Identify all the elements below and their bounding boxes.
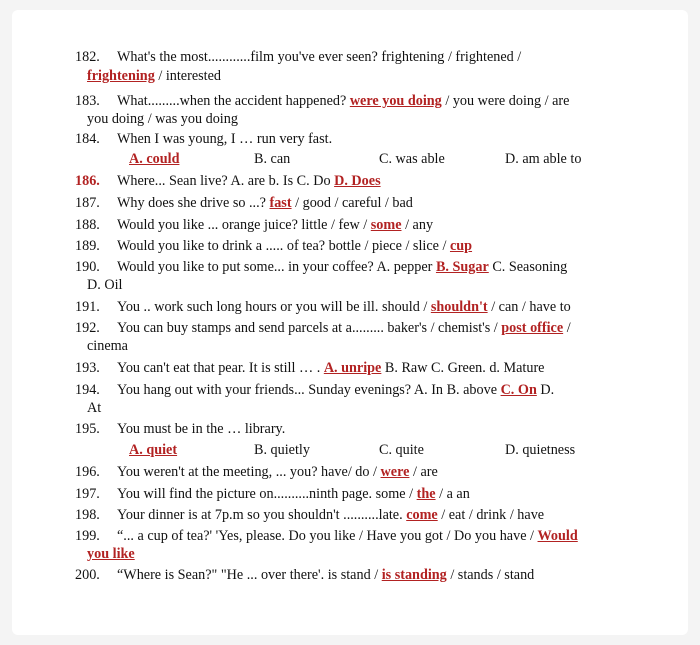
question-182: 182. What's the most............film you've ever seen? frightening / frightened / bbox=[75, 49, 522, 65]
question-197: 197. You will find the picture on..........ninth page. some / the / a an bbox=[75, 486, 470, 502]
answer-200: is standing bbox=[381, 567, 447, 583]
question-196: 196. You weren't at the meeting, ... you? have/ do / were / are bbox=[75, 464, 438, 480]
question-189: 189. Would you like to drink a ..... of tea? bottle / piece / slice / cup bbox=[75, 238, 473, 254]
question-184: 184. When I was young, I … run very fast. bbox=[75, 131, 333, 147]
answer-190: B. Sugar bbox=[435, 259, 489, 275]
answer-192: post office bbox=[501, 320, 564, 336]
question-193: 193. You can't eat that pear. It is still … . A. unripe B. Raw C. Green. d. Mature bbox=[75, 360, 545, 376]
answer-193: A. unripe bbox=[323, 360, 382, 376]
answer-196: were bbox=[380, 464, 410, 480]
question-192-cont: cinema bbox=[87, 338, 128, 354]
question-190-cont: D. Oil bbox=[87, 277, 123, 293]
question-186: 186. Where... Sean live? A. are b. Is C. Do D. Does bbox=[75, 173, 381, 189]
question-183: 183. What.........when the accident happened? were you doing / you were doing / are bbox=[75, 93, 570, 109]
question-182-cont: frightening / interested bbox=[87, 68, 221, 84]
answer-182: frightening bbox=[87, 68, 155, 84]
question-200: 200. “Where is Sean?" "He ... over there'. is stand / is standing / stands / stand bbox=[75, 567, 535, 583]
question-198: 198. Your dinner is at 7p.m so you shouldn't ..........late. come / eat / drink / have bbox=[75, 507, 545, 523]
answer-186: D. Does bbox=[334, 173, 381, 189]
answer-184: A. could bbox=[129, 151, 180, 167]
question-192: 192. You can buy stamps and send parcels at a......... baker's / chemist's / post office / bbox=[75, 320, 571, 336]
question-194-cont: At bbox=[87, 400, 102, 416]
question-187: 187. Why does she drive so ...? fast / good / careful / bad bbox=[75, 195, 413, 211]
question-183-cont: you doing / was you doing bbox=[87, 111, 238, 127]
question-188: 188. Would you like ... orange juice? little / few / some / any bbox=[75, 217, 434, 233]
answer-198: come bbox=[406, 507, 438, 523]
answer-183: were you doing bbox=[349, 93, 442, 109]
answer-197: the bbox=[416, 486, 436, 502]
answer-189: cup bbox=[449, 238, 473, 254]
answer-188: some bbox=[370, 217, 402, 233]
question-199: 199. “... a cup of tea?' 'Yes, please. Do you like / Have you got / Do you have / Would bbox=[75, 528, 578, 544]
answer-194: C. On bbox=[500, 382, 537, 398]
question-199-cont: you like bbox=[87, 546, 135, 562]
question-190: 190. Would you like to put some... in your coffee? A. pepper B. Sugar C. Seasoning bbox=[75, 259, 568, 275]
answer-195: A. quiet bbox=[129, 442, 178, 458]
question-191: 191. You .. work such long hours or you will be ill. should / shouldn't / can / have to bbox=[75, 299, 571, 315]
answer-187: fast bbox=[269, 195, 292, 211]
answer-191: shouldn't bbox=[430, 299, 488, 315]
question-194: 194. You hang out with your friends... Sunday evenings? A. In B. above C. On D. bbox=[75, 382, 555, 398]
answer-199: Would bbox=[537, 528, 578, 544]
question-195: 195. You must be in the … library. bbox=[75, 421, 286, 437]
